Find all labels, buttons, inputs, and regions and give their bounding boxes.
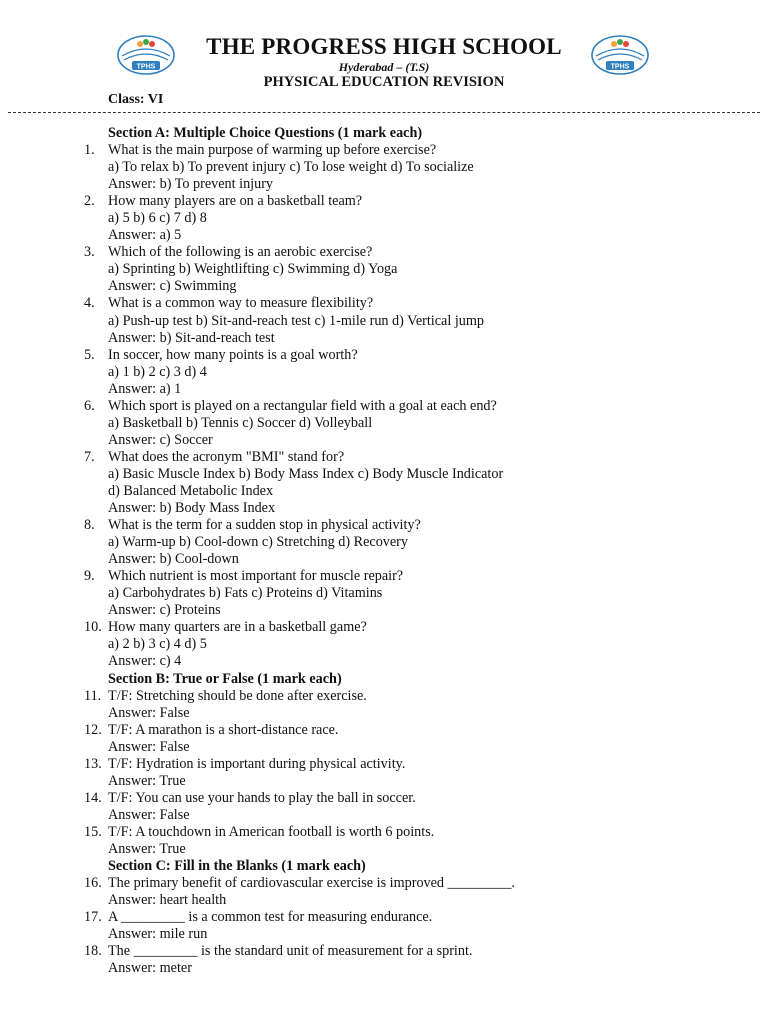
question-number: 8.	[84, 517, 95, 534]
question-number: 6.	[84, 397, 95, 414]
line-text: Answer: a) 1	[108, 380, 182, 397]
school-name: THE PROGRESS HIGH SCHOOL	[206, 34, 562, 59]
answer-line	[0, 807, 768, 824]
answer-line	[0, 500, 768, 517]
question-item	[0, 909, 768, 926]
school-location: Hyderabad – (T.S)	[338, 60, 430, 74]
answer-line	[0, 892, 768, 909]
question-text: T/F: A touchdown in American football is worth 6 points.	[108, 823, 435, 840]
document-subject: PHYSICAL EDUCATION REVISION	[263, 74, 505, 90]
answer-line	[0, 159, 768, 176]
document-header	[0, 0, 768, 108]
class-label: Class: VI	[108, 92, 164, 107]
line-text: Answer: False	[108, 738, 190, 755]
line-text: Answer: mile run	[108, 926, 208, 943]
question-text: How many quarters are in a basketball game?	[108, 619, 367, 636]
line-text: a) 1 b) 2 c) 3 d) 4	[108, 363, 207, 380]
question-item	[0, 619, 768, 636]
question-item	[0, 244, 768, 261]
question-item	[0, 517, 768, 534]
question-item	[0, 347, 768, 364]
question-number: 7.	[84, 448, 95, 465]
answer-line	[0, 534, 768, 551]
answer-line	[0, 841, 768, 858]
line-text: a) Warm-up b) Cool-down c) Stretching d) Recovery	[108, 534, 408, 551]
answer-line	[0, 176, 768, 193]
answer-line	[0, 483, 768, 500]
answer-line	[0, 739, 768, 756]
line-text: a) Basketball b) Tennis c) Soccer d) Volleyball	[108, 414, 373, 431]
question-text: Which of the following is an aerobic exercise?	[108, 244, 373, 261]
question-item	[0, 449, 768, 466]
question-number: 4.	[84, 295, 95, 312]
question-text: T/F: Stretching should be done after exercise.	[108, 687, 367, 704]
question-text: Which sport is played on a rectangular field with a goal at each end?	[108, 397, 497, 414]
question-text: In soccer, how many points is a goal worth?	[108, 346, 358, 363]
question-number: 9.	[84, 568, 95, 585]
question-item	[0, 875, 768, 892]
question-number: 13.	[84, 755, 102, 772]
section-title: Section A: Multiple Choice Questions (1 mark each)	[108, 125, 423, 141]
line-text: Answer: c) Proteins	[108, 602, 221, 619]
question-text: The primary benefit of cardiovascular exercise is improved _________.	[108, 875, 515, 892]
line-text: a) To relax b) To prevent injury c) To lose weight d) To socialize	[108, 159, 474, 176]
question-number: 12.	[84, 721, 102, 738]
answer-line	[0, 313, 768, 330]
question-number: 5.	[84, 346, 95, 363]
section-heading	[0, 671, 768, 688]
question-item	[0, 824, 768, 841]
answer-line	[0, 636, 768, 653]
question-item	[0, 722, 768, 739]
answer-line	[0, 551, 768, 568]
question-item	[0, 142, 768, 159]
section-heading	[0, 858, 768, 875]
question-text: What is a common way to measure flexibility?	[108, 295, 374, 312]
line-text: d) Balanced Metabolic Index	[108, 482, 274, 499]
answer-line	[0, 227, 768, 244]
line-text: Answer: False	[108, 806, 190, 823]
question-number: 11.	[84, 687, 102, 704]
question-item	[0, 756, 768, 773]
question-number: 1.	[84, 142, 95, 159]
section-heading	[0, 125, 768, 142]
answer-line	[0, 466, 768, 483]
question-text: Which nutrient is most important for muscle repair?	[108, 568, 404, 585]
line-text: a) Push-up test b) Sit-and-reach test c) 1-mile run d) Vertical jump	[108, 312, 484, 329]
line-text: Answer: b) Body Mass Index	[108, 500, 276, 517]
question-text: What does the acronym "BMI" stand for?	[108, 448, 345, 465]
line-text: Answer: False	[108, 704, 190, 721]
answer-line	[0, 364, 768, 381]
question-item	[0, 295, 768, 312]
line-text: Answer: a) 5	[108, 227, 182, 244]
question-text: A _________ is a common test for measuring endurance.	[108, 909, 433, 926]
line-text: a) 5 b) 6 c) 7 d) 8	[108, 210, 207, 227]
line-text: a) 2 b) 3 c) 4 d) 5	[108, 636, 207, 653]
answer-line	[0, 960, 768, 977]
question-text: How many players are on a basketball team?	[108, 193, 363, 210]
question-item	[0, 943, 768, 960]
question-text: What is the term for a sudden stop in physical activity?	[108, 517, 421, 534]
line-text: Answer: meter	[108, 960, 192, 977]
answer-line	[0, 585, 768, 602]
line-text: Answer: c) Soccer	[108, 431, 213, 448]
question-text: T/F: You can use your hands to play the ball in soccer.	[108, 789, 416, 806]
answer-line	[0, 210, 768, 227]
line-text: Answer: b) To prevent injury	[108, 176, 274, 193]
question-number: 14.	[84, 789, 102, 806]
answer-line	[0, 602, 768, 619]
question-text: What is the main purpose of warming up before exercise?	[108, 142, 437, 159]
line-text: Answer: True	[108, 772, 186, 789]
question-item	[0, 398, 768, 415]
line-text: a) Carbohydrates b) Fats c) Proteins d) Vitamins	[108, 585, 383, 602]
line-text: Answer: c) 4	[108, 653, 182, 670]
answer-line	[0, 432, 768, 449]
line-text: Answer: b) Cool-down	[108, 551, 239, 568]
question-number: 15.	[84, 823, 102, 840]
school-logo-right	[590, 34, 650, 76]
question-number: 18.	[84, 943, 102, 960]
answer-line	[0, 278, 768, 295]
question-text: The _________ is the standard unit of measurement for a sprint.	[108, 943, 473, 960]
question-text: T/F: A marathon is a short-distance race.	[108, 721, 339, 738]
line-text: Answer: c) Swimming	[108, 278, 237, 295]
question-list	[0, 125, 768, 977]
answer-line	[0, 705, 768, 722]
question-text: T/F: Hydration is important during physical activity.	[108, 755, 406, 772]
answer-line	[0, 330, 768, 347]
answer-line	[0, 415, 768, 432]
answer-line	[0, 261, 768, 278]
answer-line	[0, 381, 768, 398]
svg-text:TPHS: TPHS	[136, 63, 156, 71]
line-text: Answer: True	[108, 840, 186, 857]
question-number: 16.	[84, 875, 102, 892]
section-title: Section B: True or False (1 mark each)	[108, 670, 342, 687]
question-item	[0, 193, 768, 210]
question-number: 17.	[84, 909, 102, 926]
answer-line	[0, 773, 768, 790]
question-number: 3.	[84, 244, 95, 261]
line-text: a) Sprinting b) Weightlifting c) Swimming d) Yoga	[108, 261, 398, 278]
question-number: 10.	[84, 619, 102, 636]
svg-text:TPHS: TPHS	[610, 63, 630, 71]
question-item	[0, 790, 768, 807]
answer-line	[0, 926, 768, 943]
dashed-divider	[8, 112, 760, 113]
question-number: 2.	[84, 193, 95, 210]
section-title: Section C: Fill in the Blanks (1 mark each)	[108, 858, 366, 875]
question-item	[0, 688, 768, 705]
question-item	[0, 568, 768, 585]
line-text: Answer: b) Sit-and-reach test	[108, 329, 275, 346]
line-text: a) Basic Muscle Index b) Body Mass Index c) Body Muscle Indicator	[108, 465, 504, 482]
answer-line	[0, 653, 768, 670]
line-text: Answer: heart health	[108, 892, 227, 909]
